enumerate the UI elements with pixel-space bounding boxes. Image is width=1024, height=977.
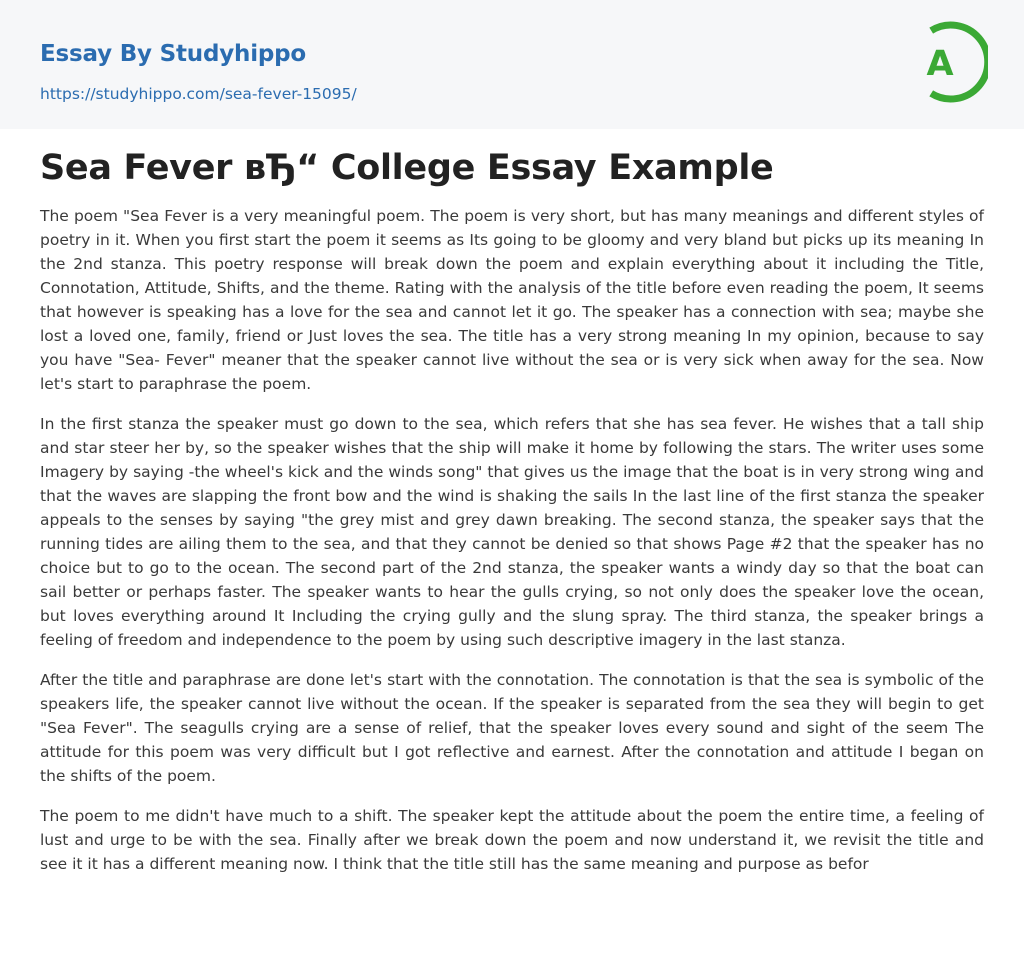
site-title[interactable]: Essay By Studyhippo bbox=[40, 41, 307, 67]
site-header bbox=[0, 0, 1024, 129]
essay-paragraph: The poem "Sea Fever is a very meaningful poem. The poem is very short, but has many meanings and different styles of poetry in it. When you first start the poem it seems as Its going to be gloomy and very bland but picks up its meaning In the 2nd stanza. This poetry response will break down the poem and explain everything about it including the Title, Connotation, Attitude, Shifts, and the theme. Rating with the analysis of the title before even reading the poem, It seems that however is speaking has a love for the sea and cannot let it go. The speaker has a connection with sea; maybe she lost a loved one, family, friend or Just loves the sea. The title has a very strong meaning In my opinion, because to say you have "Sea- Fever" meaner that the speaker cannot live without the sea or is very sick when away for the sea. Now let's start to paraphrase the poem. bbox=[40, 207, 984, 393]
essay-paragraph: After the title and paraphrase are done let's start with the connotation. The connotation is that the sea is symbolic of the speakers life, the speaker cannot live without the ocean. If the speaker is separated from the sea they will begin to get "Sea Fever". The seagulls crying are a sense of relief, that the speaker loves every sound and sight of the seem The attitude for this poem was very difficult but I got reflective and earnest. After the connotation and attitude I began on the shifts of the poem. bbox=[40, 671, 984, 785]
essay-paragraph: In the first stanza the speaker must go down to the sea, which refers that she has sea fever. He wishes that a tall ship and star steer her by, so the speaker wishes that the ship will make it home by following the stars. The writer uses some Imagery by saying -the wheel's kick and the winds song" that gives us the image that the boat is in very strong wing and that the waves are slapping the front bow and the wind is shaking the sails In the last line of the first stanza the speaker appeals to the senses by saying "the grey mist and grey dawn breaking. The second stanza, the speaker says that the running tides are ailing them to the sea, and that they cannot be denied so that shows Page #2 that the speaker has no choice but to go to the ocean. The second part of the 2nd stanza, the speaker wants a windy day so that the boat can sail better or perhaps faster. The speaker wants to hear the gulls crying, so not only does the speaker love the ocean, but loves everything around It Including the crying gully and the slung spray. The third stanza, the speaker brings a feeling of freedom and independence to the poem by using such descriptive imagery in the last stanza. bbox=[40, 415, 984, 649]
studyhippo-logo-icon[interactable] bbox=[910, 18, 988, 106]
page-title: Sea Fever вЂ“ College Essay Example bbox=[40, 148, 774, 188]
essay-url-link[interactable]: https://studyhippo.com/sea-fever-15095/ bbox=[40, 85, 357, 103]
essay-content bbox=[0, 129, 1024, 876]
logo-letter: A bbox=[926, 44, 954, 84]
essay-paragraph: The poem to me didn't have much to a shift. The speaker kept the attitude about the poem the entire time, a feeling of lust and urge to be with the sea. Finally after we break down the poem and now understand it, we revisit the title and see it it has a different meaning now. I think that the title still has the same meaning and purpose as befor bbox=[40, 807, 984, 873]
